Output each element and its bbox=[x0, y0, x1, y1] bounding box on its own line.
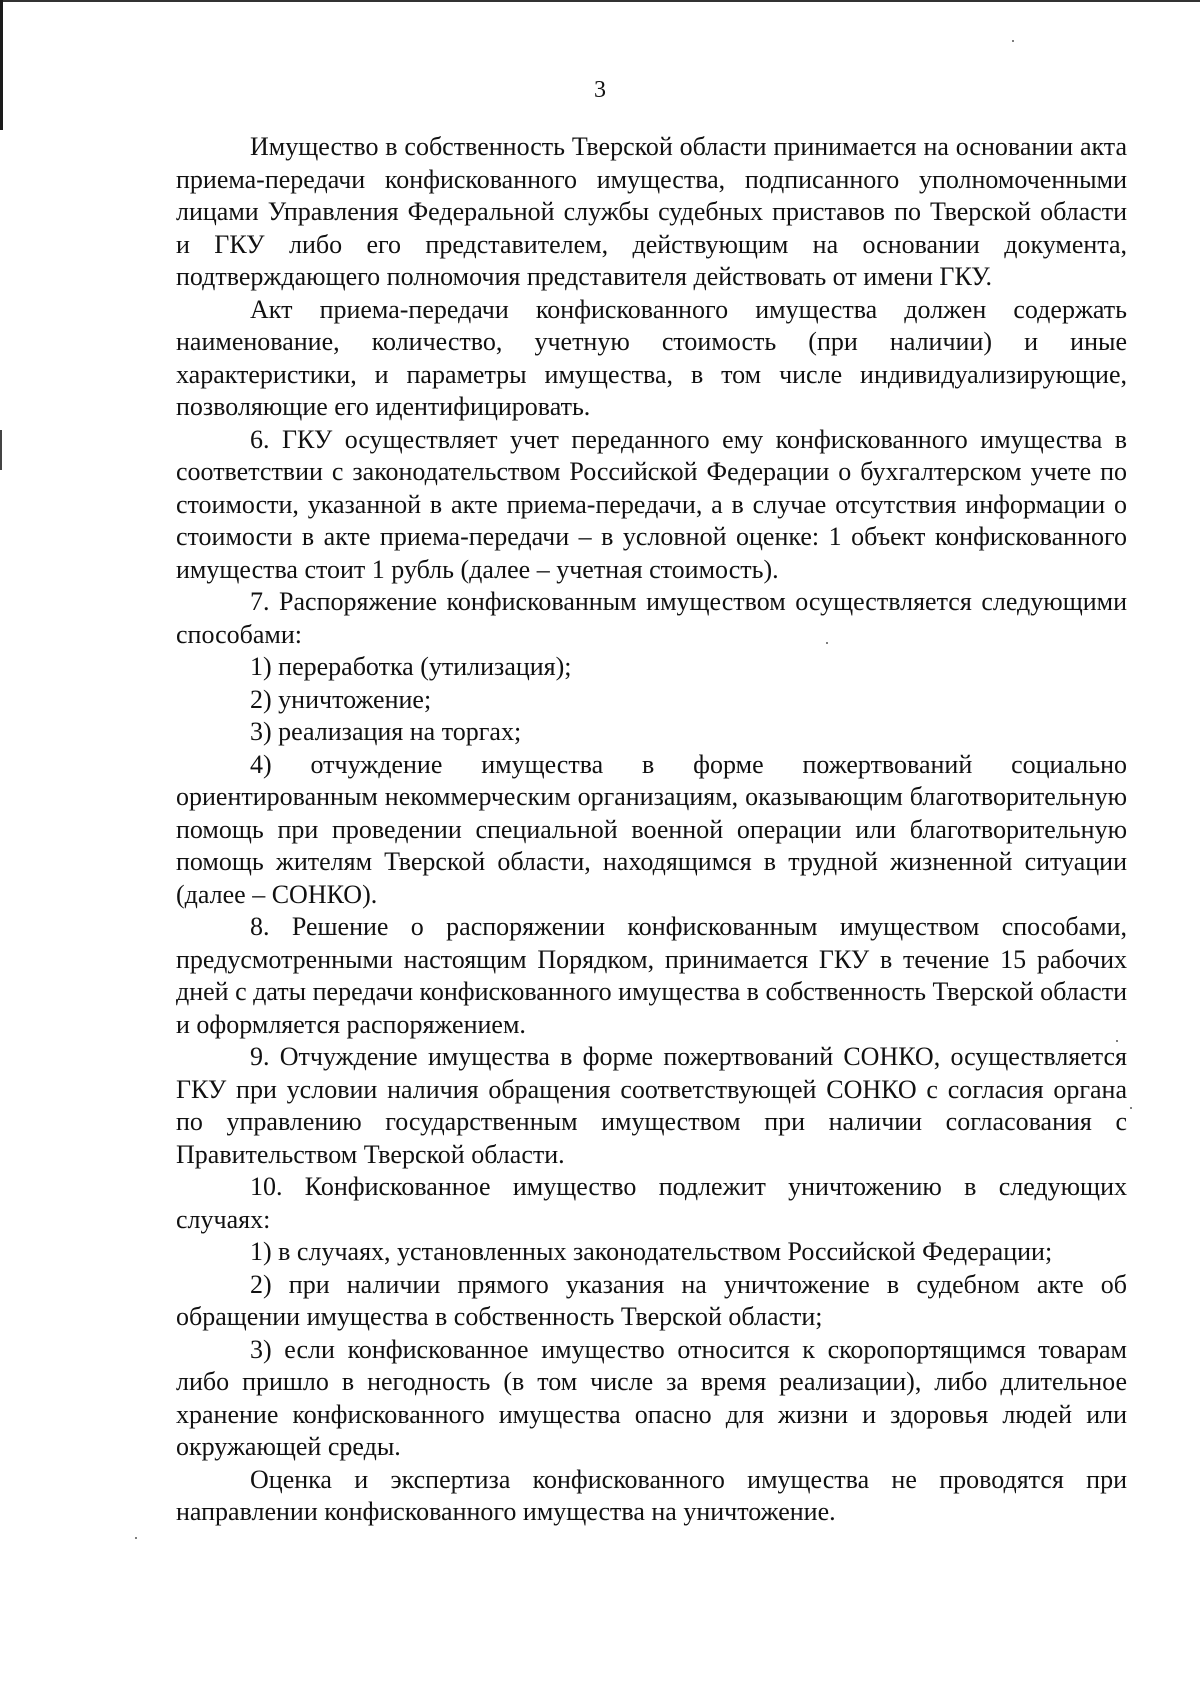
paragraph-item-8: 8. Решение о распоряжении конфискованным имуществом способами, предусмотренными настоящим Порядком, принимается ГКУ в течение 15 рабочих дней с даты передачи конфискованного имущества в собственность Тверской области и оформляется распоряжением. bbox=[176, 912, 1127, 1039]
paragraph-property-transfer: Имущество в собственность Тверской области принимается на основании акта приема-передачи конфискованного имущества, подписанного уполномоченными лицами Управления Федеральной службы судебных приставов по Тверской области и ГКУ либо его представителем, действующим на основании документа, подтверждающего полномочия представителя действовать от имени ГКУ. bbox=[176, 132, 1127, 291]
paragraph-appraisal: Оценка и экспертиза конфискованного имущества не проводятся при направлении конфискованного имущества на уничтожение. bbox=[176, 1464, 1127, 1526]
scan-mark-left bbox=[0, 430, 2, 470]
list-item-7-3: 3) реализация на торгах; bbox=[250, 717, 522, 746]
list-item-7-2: 2) уничтожение; bbox=[250, 684, 432, 714]
page-number: 3 bbox=[594, 77, 606, 103]
list-item-10-1: 1) в случаях, установленных законодательством Российской Федерации; bbox=[250, 1237, 1053, 1266]
list-item-10-2: 2) при наличии прямого указания на уничтожение в судебном акте об обращении имущества в собственность Тверской области; bbox=[176, 1269, 1127, 1331]
list-item-7-4: 4) отчуждение имущества в форме пожертвований социально ориентированным некоммерческим организациям, оказывающим благотворительную помощь при проведении специальной военной операции или благотворительную помощь жителям Тверской области, находящимся в трудной жизненной ситуации (далее – СОНКО). bbox=[176, 749, 1127, 909]
list-item-7-1: 1) переработка (утилизация); bbox=[250, 652, 572, 681]
scan-speck bbox=[1012, 40, 1014, 42]
document-body bbox=[176, 131, 1127, 1529]
scan-border-left bbox=[0, 0, 3, 130]
scan-speck bbox=[1130, 1107, 1132, 1109]
scan-speck bbox=[135, 1537, 137, 1539]
paragraph-item-7: 7. Распоряжение конфискованным имуществом осуществляется следующими способами: bbox=[176, 587, 1127, 649]
paragraph-item-10: 10. Конфискованное имущество подлежит уничтожению в следующих случаях: bbox=[176, 1172, 1127, 1234]
paragraph-transfer-act: Акт приема-передачи конфискованного имущества должен содержать наименование, количество, учетную стоимость (при наличии) и иные характеристики, и параметры имущества, в том числе индивидуализирующие, позволяющие его идентифицировать. bbox=[176, 294, 1127, 421]
scan-border-top bbox=[0, 0, 1200, 2]
list-item-10-3: 3) если конфискованное имущество относится к скоропортящимся товарам либо пришло в негодность (в том числе за время реализации), либо длительное хранение конфискованного имущества опасно для жизни и здоровья людей или окружающей среды. bbox=[176, 1334, 1127, 1461]
paragraph-item-6: 6. ГКУ осуществляет учет переданного ему конфискованного имущества в соответствии с законодательством Российской Федерации о бухгалтерском учете по стоимости, указанной в акте приема-передачи, а в случае отсутствия информации о стоимости в акте приема-передачи – в условной оценке: 1 объект конфискованного имущества стоит 1 рубль (далее – учетная стоимость). bbox=[176, 424, 1127, 584]
paragraph-item-9: 9. Отчуждение имущества в форме пожертвований СОНКО, осуществляется ГКУ при условии наличия обращения соответствующей СОНКО с согласия органа по управлению государственным имуществом при наличии согласования с Правительством Тверской области. bbox=[176, 1042, 1127, 1169]
